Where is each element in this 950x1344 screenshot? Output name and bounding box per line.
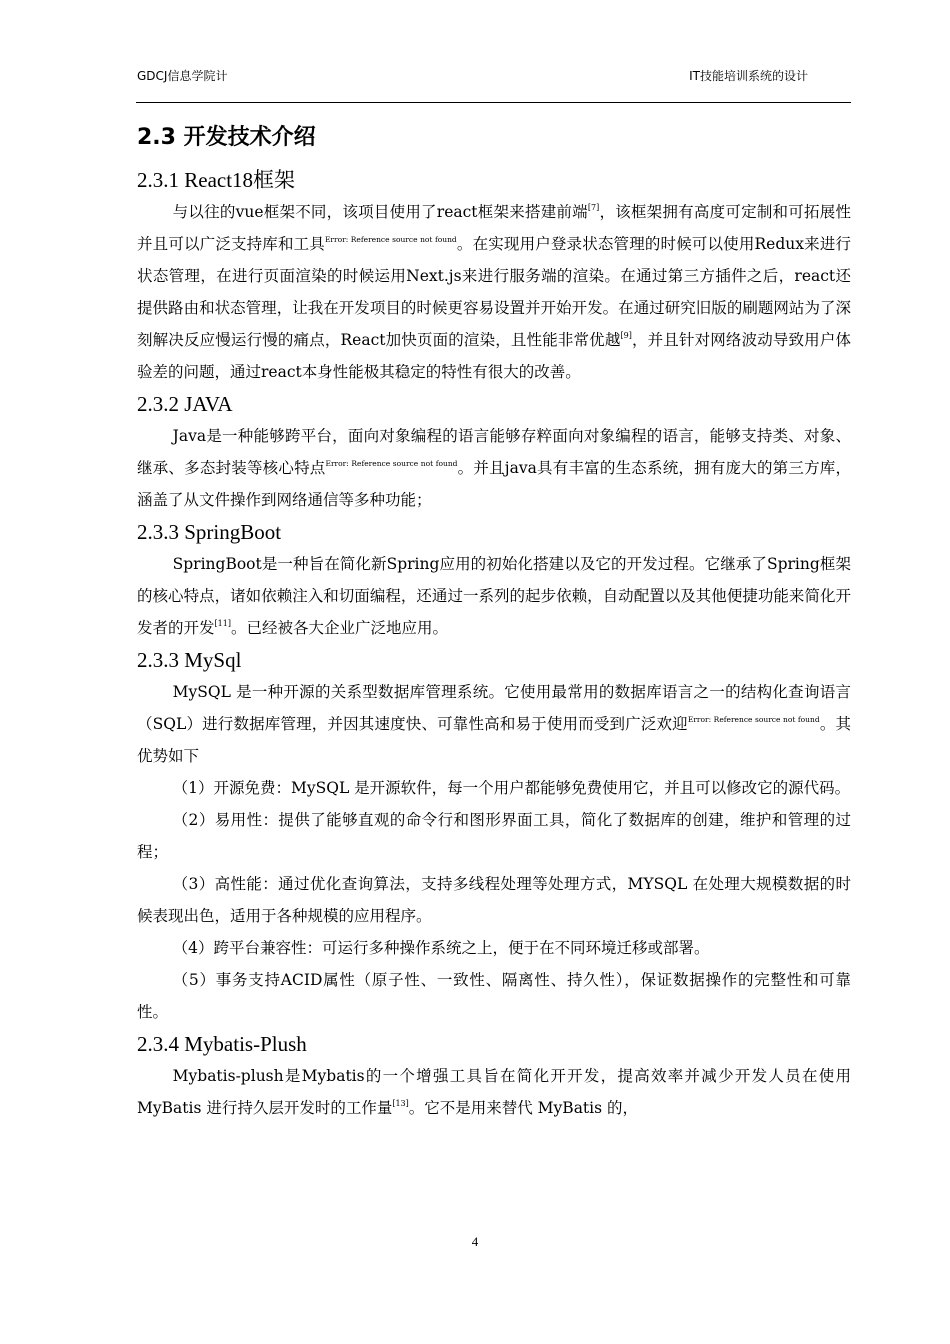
page-body — [137, 118, 851, 1124]
reference-error: Error: Reference source not found — [324, 235, 457, 244]
subsection-heading-springboot: 2.3.3 SpringBoot — [137, 520, 282, 544]
subsection-heading-java: 2.3.2 JAVA — [137, 392, 233, 416]
citation-ref: [7] — [587, 203, 600, 212]
subsection-heading-mysql: 2.3.3 MySql — [137, 648, 242, 672]
subsection-heading-react: 2.3.1 React18框架 — [137, 168, 296, 192]
list-item: （1）开源免费：MySQL 是开源软件，每一个用户都能够免费使用它，并且可以修改它的源代码。 — [172, 779, 851, 797]
reference-error: Error: Reference source not found — [325, 459, 458, 468]
paragraph-react: 与以往的vue框架不同，该项目使用了react框架来搭建前端[7]，该框架拥有高度可定制和可拓展性并且可以广泛支持库和工具$^{Error: Reference source not found}$。在实现用户登录状态管理的时候可以使用Redux来进行状态管理，在进行页面渲染的时候运用Next.js来进行服务端的渲染。在通过第三方插件之后，react还提供路由和状态管理，让我在开发项目的时候更容易设置并开始开发。在通过研究旧版的刷题网站为了深刻解决反应慢运行慢的痛点，React加快页面的渲染，且性能非常优越[9]，并且针对网络波动导致用户体验差的问题，通过react本身性能极其稳定的特性有很大的改善。 — [137, 203, 851, 381]
list-item: （4）跨平台兼容性：可运行多种操作系统之上，便于在不同环境迁移或部署。 — [172, 939, 710, 957]
page-number: 4 — [471, 1234, 479, 1249]
paragraph-mybatis: Mybatis-plush是Mybatis的一个增强工具旨在简化开开发，提高效率并减少开发人员在使用 MyBatis 进行持久层开发时的工作量[13]。它不是用来替代 MyBatis 的， — [137, 1067, 851, 1117]
paragraph-springboot: SpringBoot是一种旨在简化新Spring应用的初始化搭建以及它的开发过程。它继承了Spring框架的核心特点，诸如依赖注入和切面编程，还通过一系列的起步依赖，自动配置以及其他便捷功能来简化开发者的开发[11]。已经被各大企业广泛地应用。 — [137, 555, 851, 637]
header-divider — [136, 102, 851, 103]
header-left-text: GDCJ信息学院计 — [137, 69, 228, 83]
citation-ref: [11] — [214, 619, 231, 628]
list-item: （5）事务支持ACID属性（原子性、一致性、隔离性、持久性），保证数据操作的完整性和可靠性。 — [137, 971, 851, 1021]
reference-error: Error: Reference source not found — [687, 715, 820, 724]
list-item: （2）易用性：提供了能够直观的命令行和图形界面工具，简化了数据库的创建，维护和管理的过程； — [137, 811, 851, 861]
section-heading: 2.3 开发技术介绍 — [137, 125, 316, 150]
citation-ref: [13] — [392, 1099, 409, 1108]
paragraph-mysql: MySQL 是一种开源的关系型数据库管理系统。它使用最常用的数据库语言之一的结构化查询语言（SQL）进行数据库管理，并因其速度快、可靠性高和易于使用而受到广泛欢迎$^{Error: Reference source not found}$。其优势如下 — [137, 683, 851, 765]
subsection-heading-mybatis: 2.3.4 Mybatis-Plush — [137, 1032, 307, 1056]
list-item: （3）高性能：通过优化查询算法，支持多线程处理等处理方式，MYSQL 在处理大规模数据的时候表现出色，适用于各种规模的应用程序。 — [137, 875, 851, 925]
citation-ref: [9] — [620, 331, 632, 340]
paragraph-java: Java是一种能够跨平台，面向对象编程的语言能够存粹面向对象编程的语言，能够支持类、对象、继承、多态封装等核心特点$^{Error: Reference source not found}$。并且java具有丰富的生态系统，拥有庞大的第三方库，涵盖了从文件操作到网络通信等多种功能； — [137, 427, 851, 509]
header-right-text: IT技能培训系统的设计 — [689, 69, 808, 83]
